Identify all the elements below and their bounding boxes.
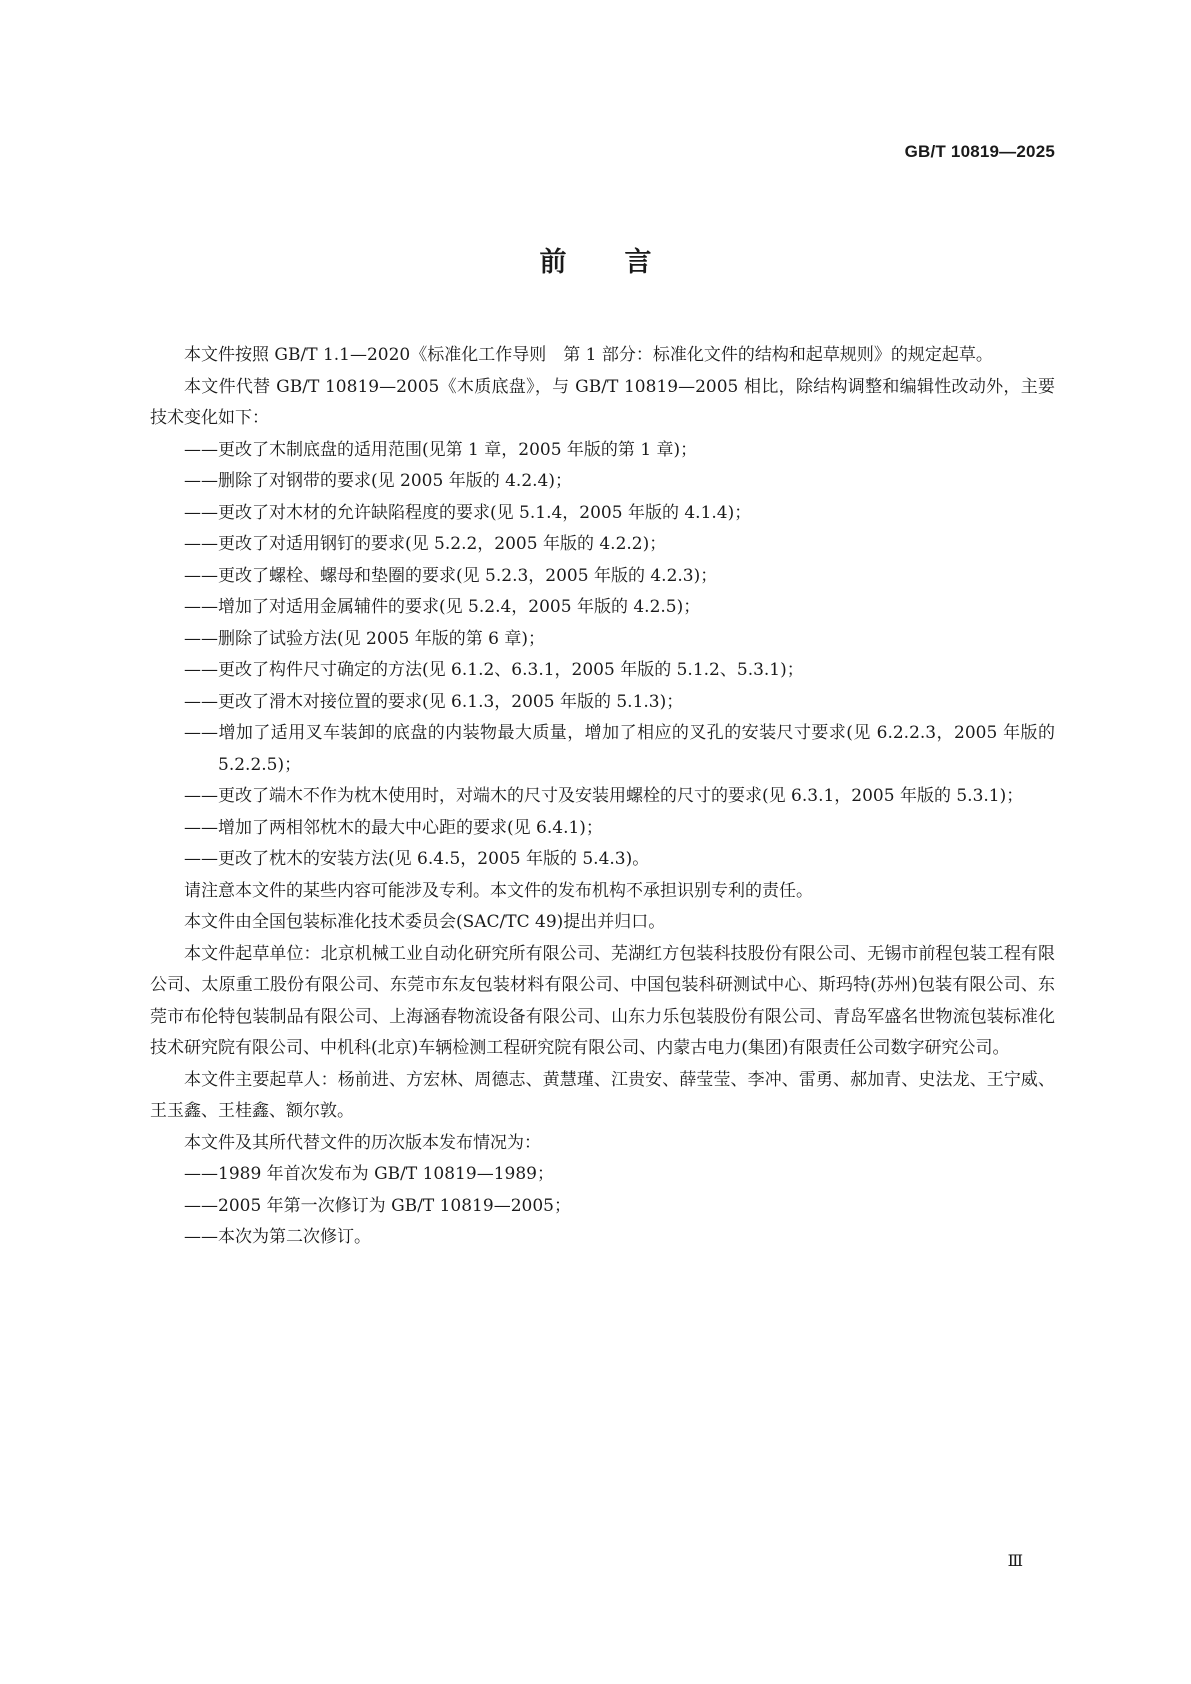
change-item: ——删除了试验方法(见 2005 年版的第 6 章)； bbox=[184, 628, 545, 649]
foreword-body bbox=[150, 340, 1055, 1254]
history-item: ——本次为第二次修订。 bbox=[184, 1227, 371, 1247]
change-item: ——更改了对适用钢钉的要求(见 5.2.2，2005 年版的 4.2.2)； bbox=[184, 534, 667, 554]
paragraph: 本文件按照 GB/T 1.1—2020《标准化工作导则 第 1 部分：标准化文件的结构和起草规则》的规定起草。 bbox=[184, 345, 993, 365]
page-title: 前言 bbox=[539, 247, 710, 278]
change-item: ——更改了木制底盘的适用范围(见第 1 章，2005 年版的第 1 章)； bbox=[184, 439, 698, 460]
change-item: ——更改了构件尺寸确定的方法(见 6.1.2、6.3.1，2005 年版的 5.1.2、5.3.1)； bbox=[184, 660, 804, 680]
standard-code: GB/T 10819—2025 bbox=[904, 142, 1055, 161]
change-item: ——增加了适用叉车装卸的底盘的内装物最大质量，增加了相应的叉孔的安装尺寸要求(见 6.2.2.3，2005 年版的 5.2.2.5)； bbox=[184, 723, 1055, 775]
change-item: ——更改了滑木对接位置的要求(见 6.1.3，2005 年版的 5.1.3)； bbox=[184, 691, 684, 712]
paragraph: 本文件主要起草人：杨前进、方宏林、周德志、黄慧瑾、江贵安、薛莹莹、李冲、雷勇、郝加青、史法龙、王宁威、王玉鑫、王桂鑫、额尔敦。 bbox=[150, 1069, 1055, 1121]
page-number: Ⅲ bbox=[1007, 1551, 1023, 1570]
paragraph: 本文件由全国包装标准化技术委员会(SAC/TC 49)提出并归口。 bbox=[184, 912, 666, 932]
change-item: ——更改了端木不作为枕木使用时，对端木的尺寸及安装用螺栓的尺寸的要求(见 6.3.1，2005 年版的 5.3.1)； bbox=[184, 786, 1024, 806]
change-item: ——删除了对钢带的要求(见 2005 年版的 4.2.4)； bbox=[184, 471, 572, 491]
paragraph: 请注意本文件的某些内容可能涉及专利。本文件的发布机构不承担识别专利的责任。 bbox=[184, 880, 813, 901]
paragraph: 本文件代替 GB/T 10819—2005《木质底盘》，与 GB/T 10819—2005 相比，除结构调整和编辑性改动外，主要技术变化如下： bbox=[150, 376, 1055, 428]
history-item: ——2005 年第一次修订为 GB/T 10819—2005； bbox=[184, 1195, 571, 1216]
paragraph: 本文件起草单位：北京机械工业自动化研究所有限公司、芜湖红方包装科技股份有限公司、无锡市前程包装工程有限公司、太原重工股份有限公司、东莞市东友包装材料有限公司、中国包装科研测试中心、斯玛特(苏州)包装有限公司、东莞市布伦特包装制品有限公司、上海涵春物流设备有限公司、山东力乐包装股份有限公司、青岛军盛名世物流包装标准化技术研究院有限公司、中机科(北京)车辆检测工程研究院有限公司、内蒙古电力(集团)有限责任公司数字研究公司。 bbox=[150, 943, 1055, 1058]
history-item: ——1989 年首次发布为 GB/T 10819—1989； bbox=[184, 1164, 554, 1184]
change-item: ——更改了对木材的允许缺陷程度的要求(见 5.1.4，2005 年版的 4.1.4)； bbox=[184, 502, 752, 523]
change-item: ——增加了对适用金属辅件的要求(见 5.2.4，2005 年版的 4.2.5)； bbox=[184, 597, 701, 617]
change-item: ——更改了枕木的安装方法(见 6.4.5，2005 年版的 5.4.3)。 bbox=[184, 849, 650, 869]
change-item: ——增加了两相邻枕木的最大中心距的要求(见 6.4.1)； bbox=[184, 817, 603, 838]
paragraph: 本文件及其所代替文件的历次版本发布情况为： bbox=[184, 1132, 541, 1153]
change-item: ——更改了螺栓、螺母和垫圈的要求(见 5.2.3，2005 年版的 4.2.3)； bbox=[184, 565, 718, 586]
